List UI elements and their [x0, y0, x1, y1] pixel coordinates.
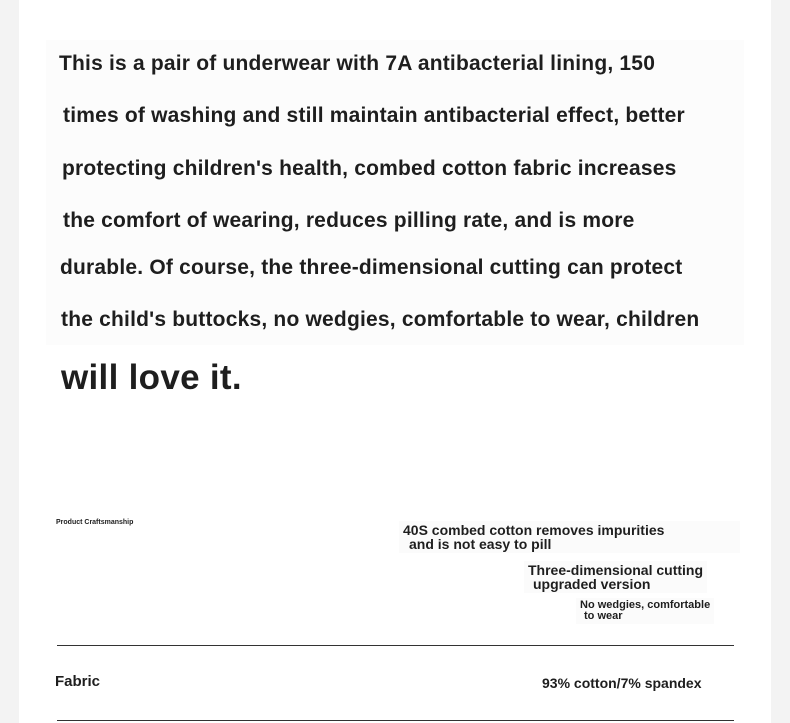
- feature-line: to wear: [584, 610, 623, 622]
- feature-line: 40S combed cotton removes impurities: [403, 522, 665, 538]
- divider-bottom: [57, 720, 734, 721]
- feature-line: Three-dimensional cutting: [528, 562, 704, 578]
- spec-label: Fabric: [55, 673, 101, 690]
- description-line: This is a pair of underwear with 7A antibacterial lining, 150: [59, 52, 656, 75]
- description-closing-line: will love it.: [61, 358, 242, 397]
- feature-3d-cutting: [524, 561, 707, 593]
- description-line: times of washing and still maintain antibacterial effect, better: [63, 104, 685, 127]
- craftsmanship-tag: Product Craftsmanship: [56, 519, 134, 526]
- description-block: [46, 40, 744, 345]
- description-line: the child's buttocks, no wedgies, comfortable to wear, children: [61, 308, 700, 331]
- description-line: the comfort of wearing, reduces pilling rate, and is more: [63, 209, 635, 232]
- feature-no-wedgies: [576, 598, 714, 624]
- divider-top: [57, 645, 734, 646]
- feature-line: and is not easy to pill: [409, 536, 552, 552]
- spec-value: 93% cotton/7% spandex: [542, 675, 702, 691]
- feature-combed-cotton: [399, 521, 740, 553]
- feature-line: upgraded version: [533, 576, 651, 592]
- feature-line: No wedgies, comfortable: [580, 599, 711, 611]
- description-line: protecting children's health, combed cotton fabric increases: [62, 157, 677, 180]
- description-line: durable. Of course, the three-dimensional cutting can protect: [60, 256, 683, 279]
